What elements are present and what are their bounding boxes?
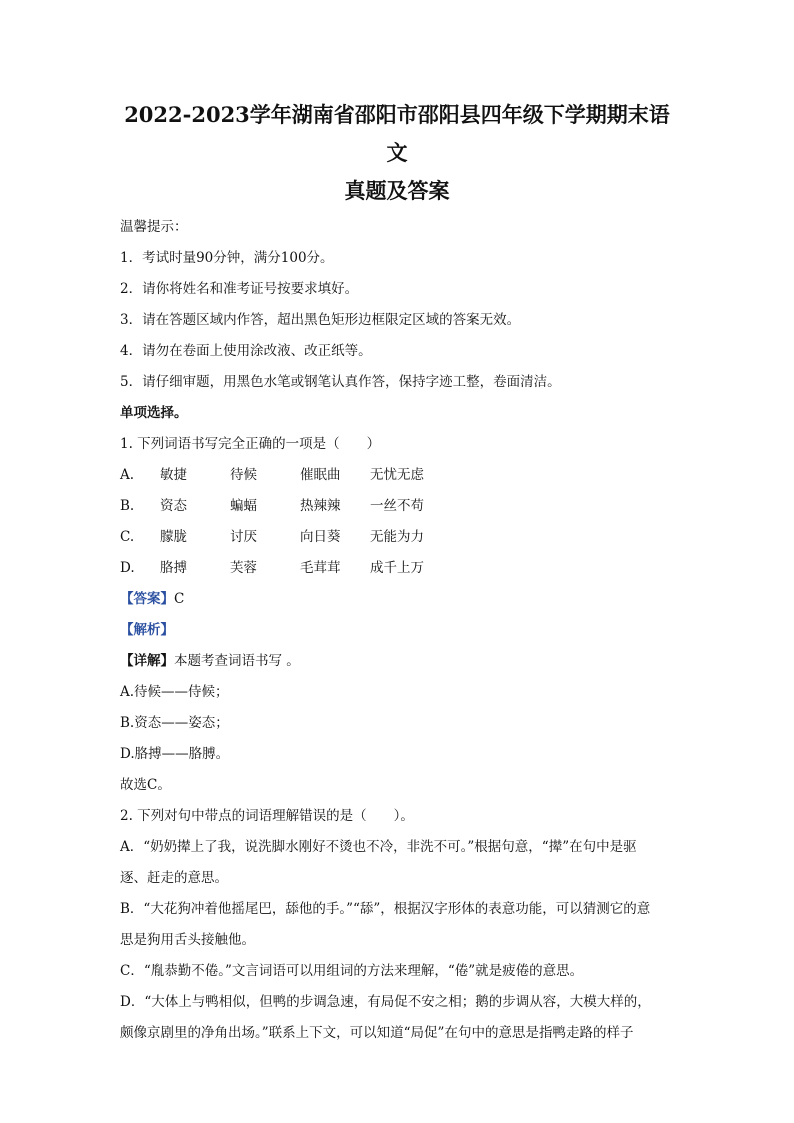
question-1-answer xyxy=(120,584,674,615)
section-heading: 单项选择。 xyxy=(120,405,188,421)
analysis-tag: 【解析】 xyxy=(120,622,174,638)
tip-item: 3．请在答题区域内作答，超出黑色矩形边框限定区域的答案无效。 xyxy=(120,312,521,328)
tips-heading: 温馨提示： xyxy=(120,219,188,235)
question-2-option-b-line-2: 思是狗用舌头接触他。 xyxy=(120,932,255,948)
detail-text: 本题考查词语书写 。 xyxy=(174,653,300,669)
question-1-option-b xyxy=(120,491,674,522)
question-2-option-d-line-2: 颇像京剧里的净角出场。”联系上下文，可以知道“局促”在句中的意思是指鸭走路的样子 xyxy=(120,1025,634,1041)
question-2-option-d-line-1: D．“大体上与鸭相似，但鸭的步调急速，有局促不安之相；鹅的步调从容，大模大样的， xyxy=(120,994,651,1010)
answer-value: C xyxy=(174,591,185,607)
question-2-option-b-line-1: B．“大花狗冲着他摇尾巴，舔他的手。”“舔”，根据汉字形体的表意功能，可以猜测它的意 xyxy=(120,901,651,917)
question-1-option-a xyxy=(120,460,674,491)
option-word: 芙蓉 xyxy=(230,560,257,576)
correction-item: B.资态——姿态； xyxy=(120,715,229,731)
option-word: 无能为力 xyxy=(370,529,424,545)
option-word: 朦胧 xyxy=(160,529,187,545)
question-2-option-a-line-2: 逐、赶走的意思。 xyxy=(120,870,228,886)
option-word: 一丝不苟 xyxy=(370,498,424,514)
question-1-conclusion: 故选C。 xyxy=(120,777,171,793)
question-2-option-a-line-1: A．“奶奶撵上了我，说洗脚水刚好不烫也不冷，非洗不可。”根据句意，“撵”在句中是驱 xyxy=(120,839,637,855)
option-word: 催眠曲 xyxy=(300,467,341,483)
option-word: 待候 xyxy=(230,467,257,483)
detail-tag: 【详解】 xyxy=(120,653,174,669)
answer-tag: 【答案】 xyxy=(120,591,174,607)
option-word: 毛茸茸 xyxy=(300,560,341,576)
option-word: 敏捷 xyxy=(160,467,187,483)
document-title-line-1: 2022-2023学年湖南省邵阳市邵阳县四年级下学期期末语文 xyxy=(124,102,670,165)
question-1-analysis xyxy=(120,615,674,646)
option-word: 讨厌 xyxy=(230,529,257,545)
question-1-stem: 1. 下列词语书写完全正确的一项是（ ） xyxy=(120,436,381,452)
option-word: 蝙蝠 xyxy=(230,498,257,514)
option-label: B. xyxy=(120,498,135,514)
option-word: 向日葵 xyxy=(300,529,341,545)
option-word: 胳搏 xyxy=(160,560,187,576)
correction-item: D.胳搏——胳膊。 xyxy=(120,746,230,762)
tip-item: 2．请你将姓名和准考证号按要求填好。 xyxy=(120,281,359,297)
tip-item: 4．请勿在卷面上使用涂改液、改正纸等。 xyxy=(120,343,372,359)
tip-item: 1．考试时量90分钟，满分100分。 xyxy=(120,250,334,266)
option-word: 无忧无虑 xyxy=(370,467,424,483)
option-label: C. xyxy=(120,529,135,545)
option-label: A. xyxy=(120,467,135,483)
question-1-detail xyxy=(120,646,674,677)
option-word: 热辣辣 xyxy=(300,498,341,514)
question-2-stem: 2. 下列对句中带点的词语理解错误的是（ ）。 xyxy=(120,808,414,824)
option-word: 成千上万 xyxy=(370,560,424,576)
option-word: 资态 xyxy=(160,498,187,514)
question-2-option-c-line-1: C．“胤恭勤不倦。”文言词语可以用组词的方法来理解，“倦”就是疲倦的意思。 xyxy=(120,963,584,979)
document-title-line-2: 真题及答案 xyxy=(344,178,450,203)
tip-item: 5．请仔细审题，用黑色水笔或钢笔认真作答，保持字迹工整，卷面清洁。 xyxy=(120,374,561,390)
question-1-option-c xyxy=(120,522,674,553)
correction-item: A.待候——侍候； xyxy=(120,684,229,700)
question-1-option-d xyxy=(120,553,674,584)
option-label: D. xyxy=(120,560,135,576)
